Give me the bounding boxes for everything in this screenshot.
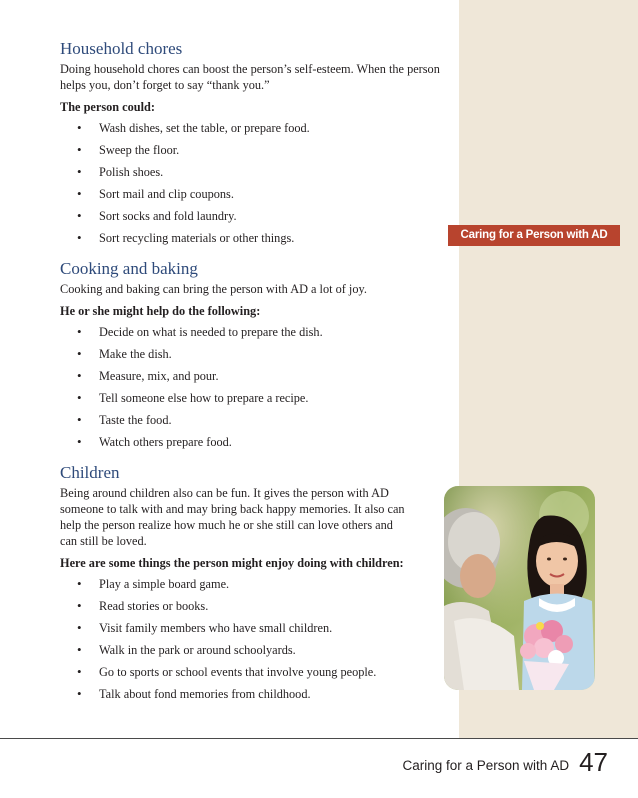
list-item: • Read stories or books. (60, 595, 440, 617)
list-item: • Sort socks and fold laundry. (60, 205, 440, 227)
list-item: • Go to sports or school events that involve young people. (60, 661, 440, 683)
list-item: • Polish shoes. (60, 161, 440, 183)
section-heading: Household chores (60, 39, 183, 58)
main-content (60, 38, 440, 705)
section-lead: He or she might help do the following: (60, 304, 261, 318)
section-household-chores (60, 38, 440, 249)
section-body: Cooking and baking can bring the person with AD a lot of joy. (60, 282, 367, 296)
section-heading: Cooking and baking (60, 259, 198, 278)
section-cooking-baking (60, 258, 440, 453)
photo-grandmother-child (444, 486, 595, 690)
list-item: • Taste the food. (60, 409, 440, 431)
bullet-list (60, 321, 440, 453)
bullet-list (60, 573, 440, 705)
list-item: • Wash dishes, set the table, or prepare food. (60, 117, 440, 139)
list-item: • Walk in the park or around schoolyards. (60, 639, 440, 661)
list-item: • Visit family members who have small children. (60, 617, 440, 639)
section-tab: Caring for a Person with AD (448, 225, 620, 246)
list-item: • Talk about fond memories from childhood. (60, 683, 440, 705)
section-lead: The person could: (60, 100, 155, 114)
section-lead: Here are some things the person might enjoy doing with children: (60, 556, 404, 570)
list-item: • Measure, mix, and pour. (60, 365, 440, 387)
section-heading: Children (60, 463, 120, 482)
list-item: • Play a simple board game. (60, 573, 440, 595)
list-item: • Decide on what is needed to prepare the dish. (60, 321, 440, 343)
bullet-list (60, 117, 440, 249)
page-number: 47 (579, 747, 608, 777)
footer-rule (0, 738, 638, 739)
footer-title: Caring for a Person with AD (402, 758, 570, 773)
section-children (60, 462, 440, 705)
list-item: • Sort recycling materials or other things. (60, 227, 440, 249)
list-item: • Sweep the floor. (60, 139, 440, 161)
list-item: • Tell someone else how to prepare a recipe. (60, 387, 440, 409)
list-item: • Make the dish. (60, 343, 440, 365)
section-body: Doing household chores can boost the person’s self-esteem. When the person helps you, don’t forget to say “thank you.” (60, 62, 440, 92)
list-item: • Watch others prepare food. (60, 431, 440, 453)
section-body: Being around children also can be fun. It gives the person with AD someone to talk with and may bring back happy memories. It also can help the person realize how much he or she still can love others and can still be loved. (60, 486, 405, 548)
page-footer (403, 746, 609, 776)
list-item: • Sort mail and clip coupons. (60, 183, 440, 205)
